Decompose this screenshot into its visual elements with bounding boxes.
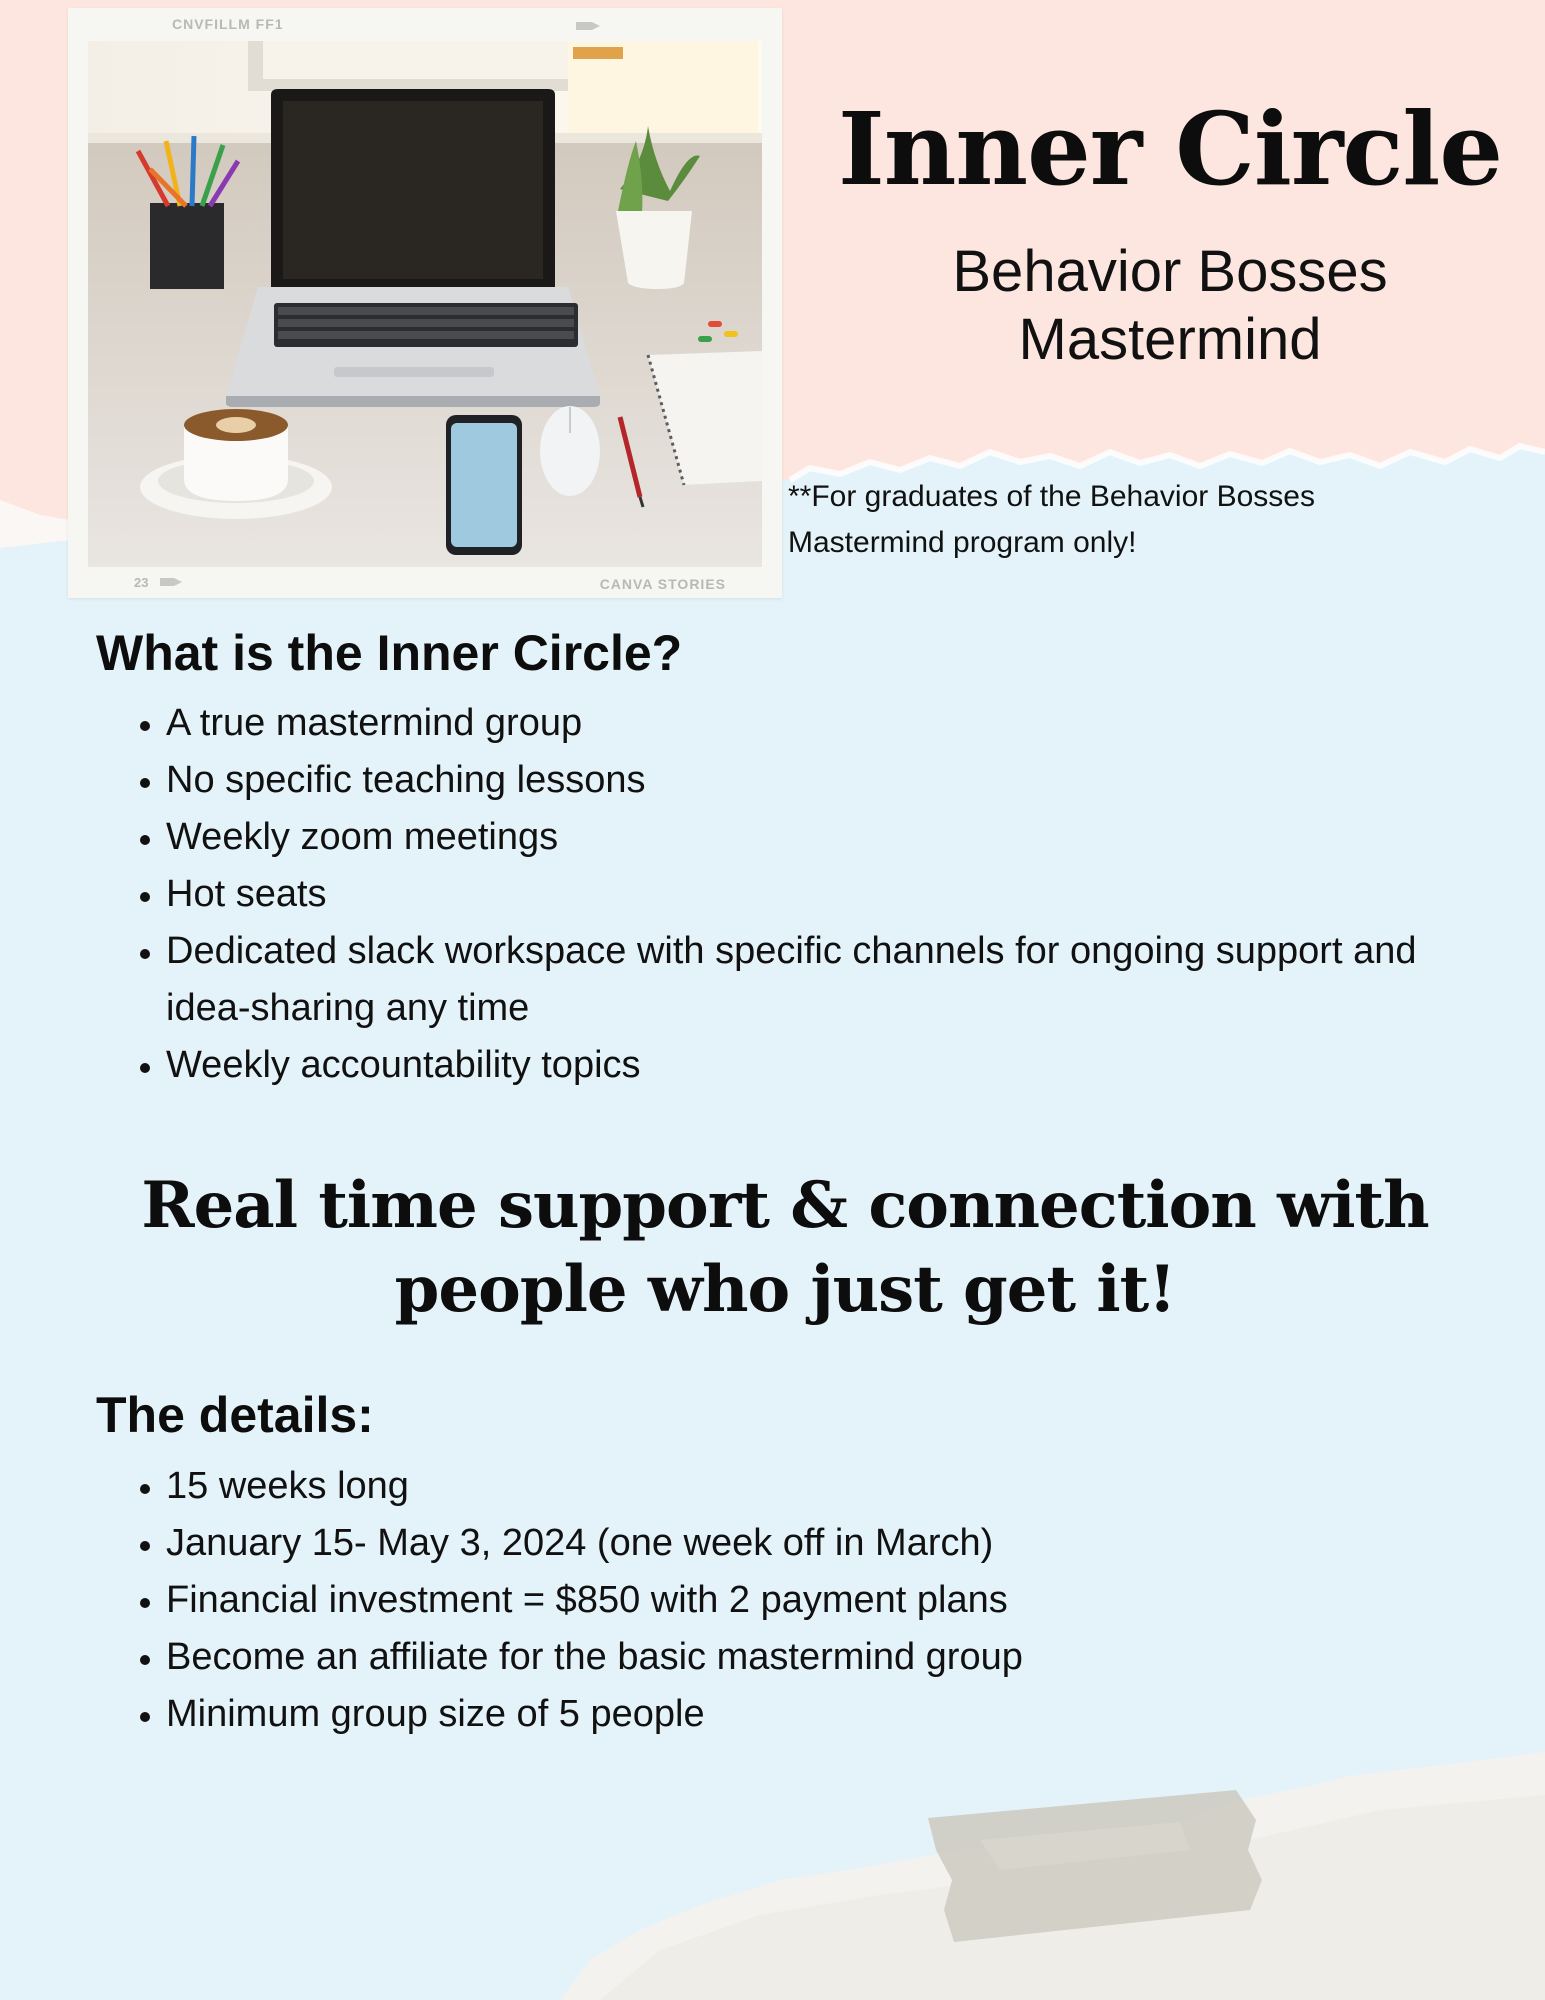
- tagline-line-1: Real time support & connection with: [141, 1168, 1429, 1243]
- frame-top-label: CNVFILLM FF1: [172, 16, 284, 32]
- details-list: [96, 1458, 1476, 1743]
- tagline-line-2: people who just get it!: [394, 1252, 1176, 1327]
- page-title: Inner Circle: [837, 90, 1503, 208]
- frame-brand: CANVA STORIES: [599, 576, 726, 592]
- frame-arrow-icon: [576, 20, 600, 32]
- list-item: • Weekly zoom meetings: [166, 809, 1476, 866]
- list-item: • No specific teaching lessons: [166, 752, 1476, 809]
- page-subtitle: [860, 238, 1480, 374]
- laptop-desk-photo: [88, 41, 762, 567]
- photo-card: [68, 8, 782, 598]
- subtitle-line-2: Mastermind: [1018, 307, 1322, 372]
- eligibility-note: [788, 474, 1488, 566]
- list-item: • Hot seats: [166, 866, 1476, 923]
- what-is-list: [96, 695, 1476, 1094]
- subtitle-line-1: Behavior Bosses: [952, 239, 1388, 304]
- details-heading: The details:: [96, 1387, 374, 1443]
- list-item: • A true mastermind group: [166, 695, 1476, 752]
- list-item: • Weekly accountability topics: [166, 1037, 1476, 1094]
- frame-number: 23: [134, 575, 149, 590]
- list-item: • Financial investment = $850 with 2 payment plans: [166, 1572, 1476, 1629]
- note-line-1: **For graduates of the Behavior Bosses: [788, 480, 1315, 513]
- list-item: • Dedicated slack workspace with specific channels for ongoing support and idea-sharing any time: [166, 923, 1476, 1037]
- list-item: • January 15- May 3, 2024 (one week off in March): [166, 1515, 1476, 1572]
- note-line-2: Mastermind program only!: [788, 526, 1137, 559]
- list-item: • Become an affiliate for the basic mastermind group: [166, 1629, 1476, 1686]
- list-item: • 15 weeks long: [166, 1458, 1476, 1515]
- list-item: • Minimum group size of 5 people: [166, 1686, 1476, 1743]
- frame-arrow-icon: [160, 576, 182, 588]
- tagline: [120, 1164, 1450, 1332]
- what-is-heading: What is the Inner Circle?: [96, 625, 683, 681]
